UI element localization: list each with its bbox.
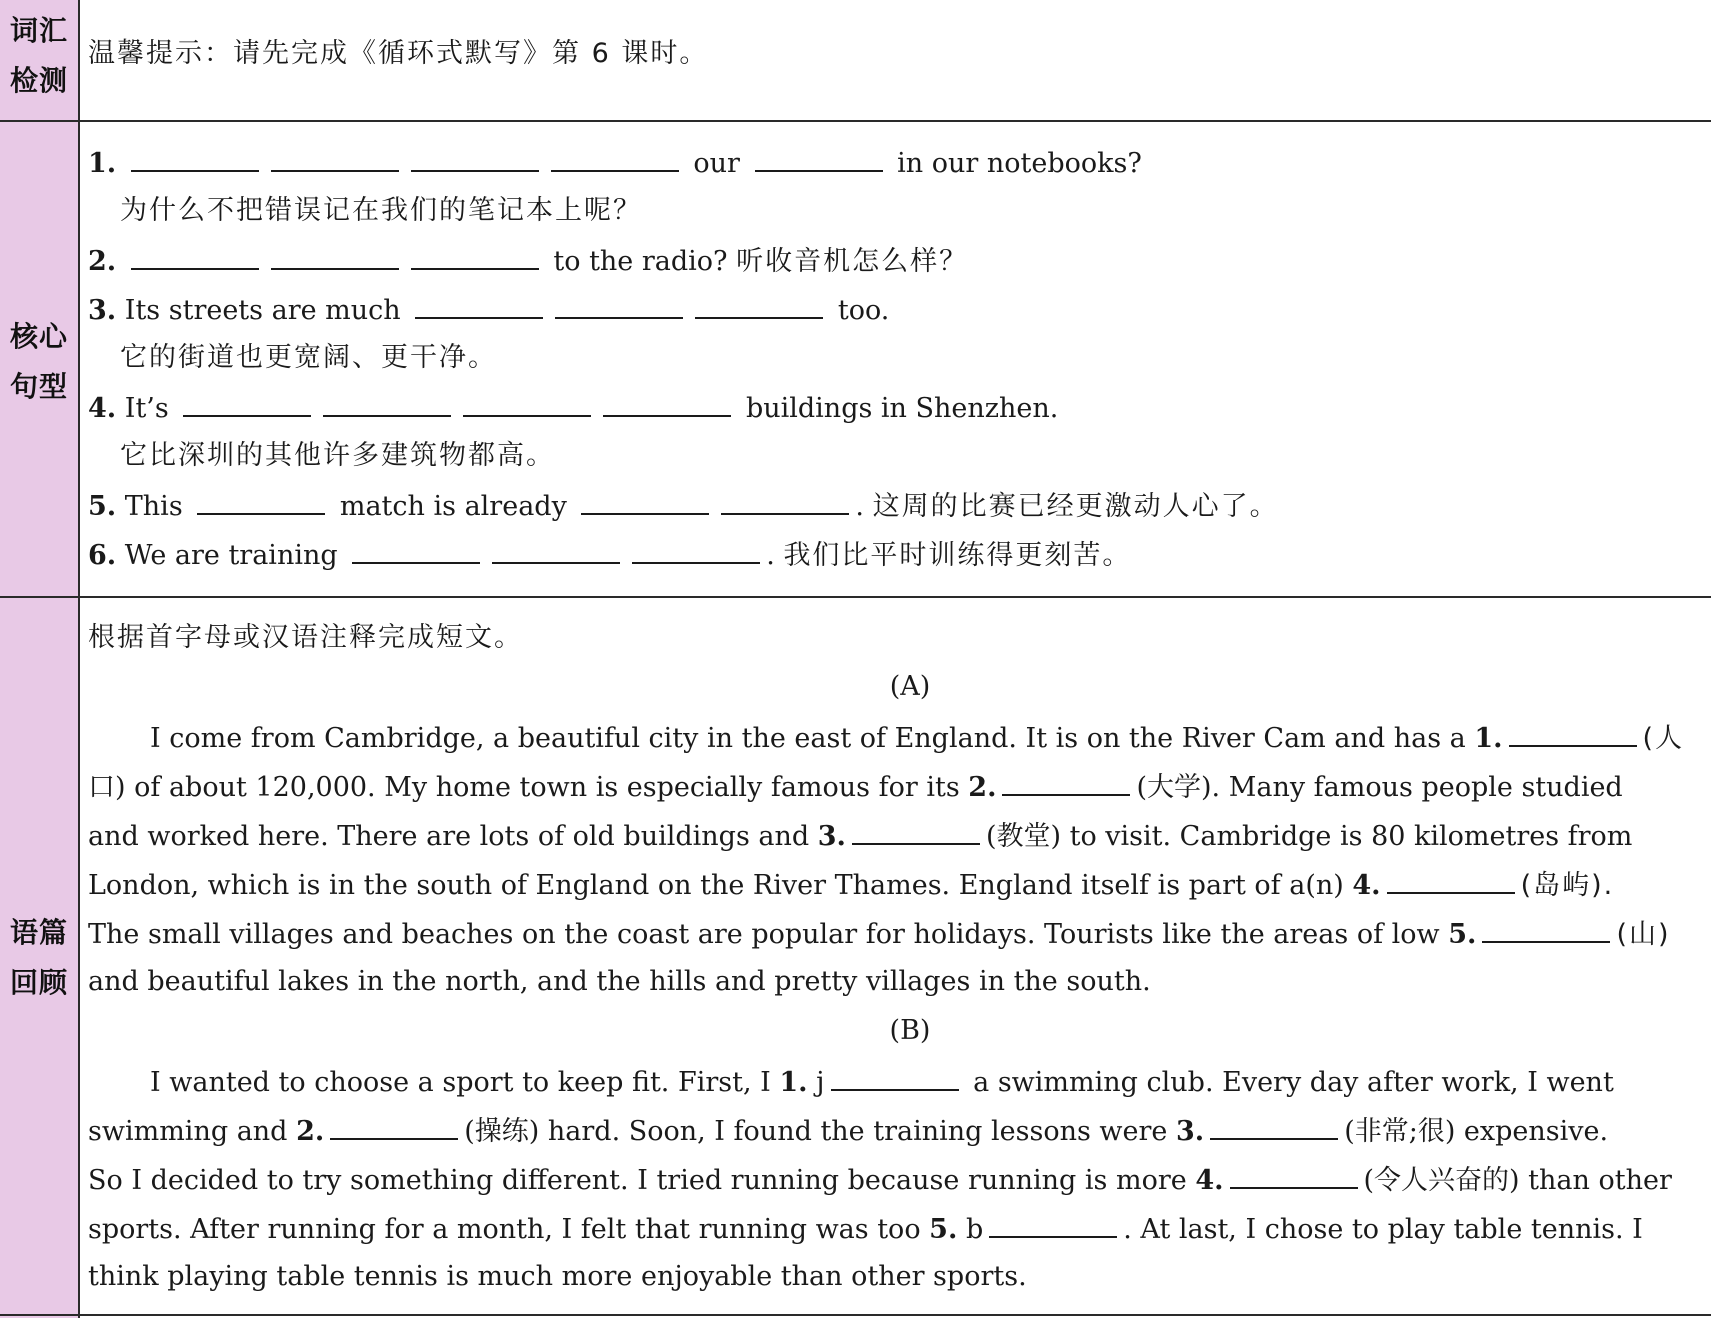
hint-text: (人	[1642, 723, 1685, 754]
blank[interactable]	[1509, 717, 1637, 747]
section-vocab-label-bottom: 检测	[9, 64, 68, 97]
sentence-text: .	[766, 540, 775, 571]
sentence-2	[88, 240, 968, 280]
sentence-5-translation: 这周的比赛已经更激动人心了。	[872, 491, 1279, 522]
sentence-4	[88, 387, 1058, 427]
passage-b-line-2	[88, 1110, 1608, 1150]
blank-number: 4.	[1195, 1165, 1224, 1196]
passage-b-line-1	[150, 1061, 1614, 1101]
passage-a-line-4	[88, 864, 1614, 904]
vocab-tip: 温馨提示：请先完成《循环式默写》第 6 课时。	[88, 38, 709, 69]
passage-text: I come from Cambridge, a beautiful city in the east of England. It is on the River Cam and has a	[150, 723, 1466, 754]
blank-number: 2.	[968, 772, 997, 803]
sentence-number: 2.	[88, 246, 117, 277]
blank-number: 2.	[296, 1116, 325, 1147]
sentence-1	[88, 142, 1142, 182]
blank[interactable]	[1230, 1159, 1358, 1189]
blank[interactable]	[755, 142, 883, 172]
blank[interactable]	[271, 240, 399, 270]
sentence-text: It’s	[124, 393, 169, 424]
section-review-sidebar	[0, 598, 80, 1318]
passage-text: (非常;很) expensive.	[1344, 1116, 1609, 1147]
passage-a-title: (A)	[889, 671, 931, 702]
section-sentences-label-bottom: 句型	[9, 370, 68, 403]
section-review-label	[0, 908, 78, 1008]
divider	[0, 596, 1711, 598]
sentence-text: too.	[837, 295, 890, 326]
sentence-text: match is already	[339, 491, 567, 522]
blank[interactable]	[323, 387, 451, 417]
sentence-text: to the radio?	[553, 246, 728, 277]
blank-number: 5.	[1448, 919, 1477, 950]
sentence-text: Its streets are much	[124, 295, 401, 326]
bottom-border	[0, 1314, 1711, 1316]
sentence-text: in our notebooks?	[897, 148, 1142, 179]
blank[interactable]	[1387, 864, 1515, 894]
blank[interactable]	[492, 534, 620, 564]
passage-a-line-3	[88, 815, 1632, 855]
blank[interactable]	[131, 142, 259, 172]
section-vocab-label	[0, 6, 78, 106]
sentence-1-translation: 为什么不把错误记在我们的笔记本上呢？	[120, 195, 642, 226]
divider	[0, 120, 1711, 122]
blank[interactable]	[831, 1061, 959, 1091]
blank-number: 3.	[1176, 1116, 1205, 1147]
blank[interactable]	[695, 289, 823, 319]
section-vocab-sidebar	[0, 0, 80, 120]
passage-a-line-6	[88, 962, 1151, 1002]
blank[interactable]	[1210, 1110, 1338, 1140]
section-review-label-bottom: 回顾	[9, 966, 68, 999]
initial-letter: b	[965, 1214, 984, 1245]
sentence-text: .	[855, 491, 865, 522]
blank-number: 4.	[1352, 870, 1381, 901]
passage-text: (大学). Many famous people studied	[1136, 772, 1623, 803]
sentence-number: 4.	[88, 393, 117, 424]
section-sentences-label	[0, 312, 78, 412]
blank[interactable]	[721, 485, 849, 515]
blank[interactable]	[271, 142, 399, 172]
passage-text: swimming and	[88, 1116, 288, 1147]
sentence-number: 1.	[88, 148, 117, 179]
passage-b-title: (B)	[889, 1015, 931, 1046]
blank[interactable]	[330, 1110, 458, 1140]
passage-text: So I decided to try something different. I tried running because running is more	[88, 1165, 1187, 1196]
sentence-text: our	[693, 148, 740, 179]
section-review-label-top: 语篇	[9, 916, 68, 949]
blank-number: 5.	[929, 1214, 958, 1245]
sentence-text: This	[124, 491, 183, 522]
hint-text: (山)	[1616, 919, 1671, 950]
passage-text: a swimming club. Every day after work, I went	[973, 1067, 1614, 1098]
hint-text: (岛屿).	[1520, 870, 1615, 901]
passage-b-line-5	[88, 1257, 1027, 1297]
sentence-number: 6.	[88, 540, 117, 571]
passage-text: and beautiful lakes in the north, and the hills and pretty villages in the south.	[88, 966, 1151, 997]
blank-number: 1.	[779, 1067, 808, 1098]
blank[interactable]	[632, 534, 760, 564]
passage-text: (教堂) to visit. Cambridge is 80 kilometres from	[985, 821, 1633, 852]
blank[interactable]	[852, 815, 980, 845]
review-instructions: 根据首字母或汉语注释完成短文。	[88, 622, 523, 653]
passage-text: (令人兴奋的) than other	[1363, 1165, 1672, 1196]
passage-text: sports. After running for a month, I felt that running was too	[88, 1214, 921, 1245]
sentence-3	[88, 289, 889, 329]
blank[interactable]	[131, 240, 259, 270]
sentence-text: buildings in Shenzhen.	[745, 393, 1059, 424]
passage-text: The small villages and beaches on the coast are popular for holidays. Tourists like the areas of low	[88, 919, 1440, 950]
sentence-6	[88, 534, 1131, 574]
blank-number: 1.	[1474, 723, 1503, 754]
passage-a-line-5	[88, 913, 1671, 953]
sentence-text: We are training	[124, 540, 338, 571]
blank[interactable]	[183, 387, 311, 417]
sentence-number: 5.	[88, 491, 117, 522]
sentence-4-translation: 它比深圳的其他许多建筑物都高。	[120, 440, 555, 471]
blank[interactable]	[411, 142, 539, 172]
passage-a-line-1	[150, 717, 1684, 757]
section-sentences-sidebar	[0, 122, 80, 598]
section-sentences-label-top: 核心	[9, 320, 68, 353]
blank[interactable]	[463, 387, 591, 417]
sentence-5	[88, 485, 1279, 525]
blank[interactable]	[411, 240, 539, 270]
passage-text: 口) of about 120,000. My home town is especially famous for its	[88, 772, 960, 803]
passage-text: I wanted to choose a sport to keep fit. First, I	[150, 1067, 771, 1098]
initial-letter: j	[816, 1067, 825, 1098]
passage-a-line-2	[88, 766, 1623, 806]
passage-b-line-3	[88, 1159, 1672, 1199]
sentence-2-translation: 听收音机怎么样？	[736, 246, 969, 277]
blank[interactable]	[352, 534, 480, 564]
blank[interactable]	[555, 289, 683, 319]
passage-text: . At last, I chose to play table tennis. I	[1123, 1214, 1643, 1245]
blank[interactable]	[197, 485, 325, 515]
passage-text: and worked here. There are lots of old buildings and	[88, 821, 810, 852]
sentence-3-translation: 它的街道也更宽阔、更干净。	[120, 342, 497, 373]
blank[interactable]	[581, 485, 709, 515]
passage-text: think playing table tennis is much more enjoyable than other sports.	[88, 1261, 1027, 1292]
blank[interactable]	[603, 387, 731, 417]
blank-number: 3.	[817, 821, 846, 852]
blank[interactable]	[551, 142, 679, 172]
passage-text: London, which is in the south of England on the River Thames. England itself is part of a(n)	[88, 870, 1344, 901]
sentence-6-translation: 我们比平时训练得更刻苦。	[783, 540, 1132, 571]
blank[interactable]	[415, 289, 543, 319]
blank[interactable]	[1482, 913, 1610, 943]
section-vocab-label-top: 词汇	[9, 14, 68, 47]
passage-text: (操练) hard. Soon, I found the training lessons were	[464, 1116, 1168, 1147]
blank[interactable]	[989, 1208, 1117, 1238]
blank[interactable]	[1002, 766, 1130, 796]
passage-b-line-4	[88, 1208, 1643, 1248]
sentence-number: 3.	[88, 295, 117, 326]
